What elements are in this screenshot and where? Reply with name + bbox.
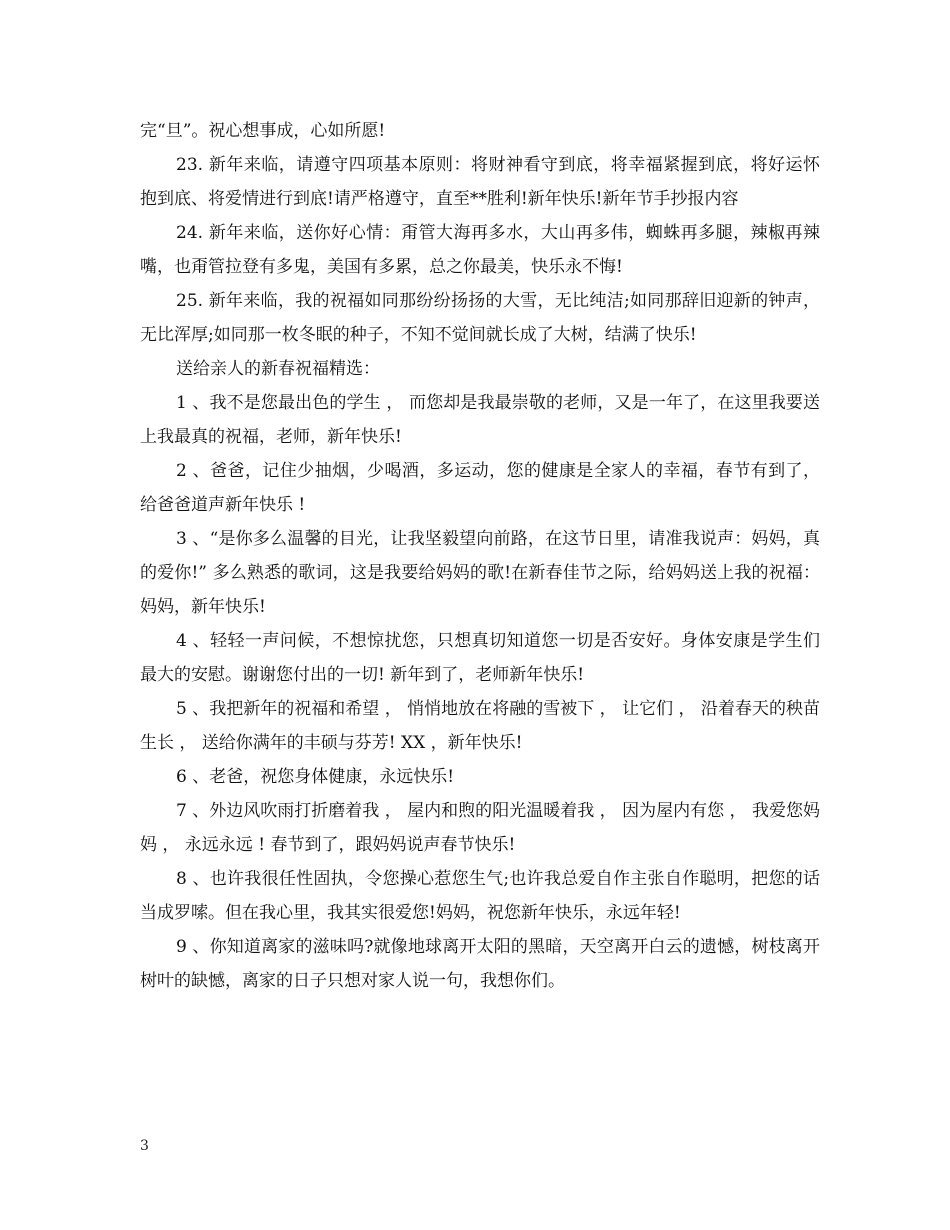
paragraph: 8 、也许我很任性固执，令您操心惹您生气;也许我总爱自作主张自作聪明，把您的话当成罗嗦。但在我心里，我其实很爱您!妈妈，祝您新年快乐，永远年轻! — [140, 869, 820, 923]
paragraph: 4 、轻轻一声问候，不想惊扰您，只想真切知道您一切是否安好。身体安康是学生们最大的安慰。谢谢您付出的一切! 新年到了，老师新年快乐! — [140, 631, 820, 685]
paragraph: 9 、你知道离家的滋味吗?就像地球离开太阳的黑暗，天空离开白云的遗憾，树枝离开树叶的缺憾，离家的日子只想对家人说一句，我想你们。 — [140, 937, 820, 991]
paragraph: 完“旦”。祝心想事成，心如所愿! — [140, 121, 386, 141]
paragraph: 6 、老爸，祝您身体健康，永远快乐! — [176, 767, 455, 787]
paragraph: 5 、我把新年的祝福和希望 ， 悄悄地放在将融的雪被下 ， 让它们 ， 沿着春天的秧苗生长 ， 送给你满年的丰硕与芬芳! XX ，新年快乐! — [140, 699, 820, 753]
page-number: 3 — [140, 1138, 149, 1154]
paragraph: 23. 新年来临，请遵守四项基本原则：将财神看守到底，将幸福紧握到底，将好运怀抱到底、将爱情进行到底!请严格遵守，直至**胜利!新年快乐!新年节手抄报内容 — [140, 155, 820, 209]
section-heading: 送给亲人的新春祝福精选： — [176, 359, 380, 379]
paragraph: 24. 新年来临，送你好心情：甭管大海再多水，大山再多伟，蜘蛛再多腿，辣椒再辣嘴，也甭管拉登有多鬼，美国有多累，总之你最美，快乐永不悔! — [140, 223, 820, 277]
document-body — [140, 114, 820, 998]
paragraph: 25. 新年来临，我的祝福如同那纷纷扬扬的大雪，无比纯洁;如同那辞旧迎新的钟声，无比浑厚;如同那一枚冬眠的种子，不知不觉间就长成了大树，结满了快乐! — [140, 291, 820, 345]
paragraph: 7 、外边风吹雨打折磨着我 ， 屋内和煦的阳光温暖着我 ， 因为屋内有您 ， 我爱您妈妈 ， 永远永远 ! 春节到了，跟妈妈说声春节快乐! — [140, 801, 820, 855]
paragraph: 2 、爸爸，记住少抽烟，少喝酒，多运动，您的健康是全家人的幸福，春节有到了，给爸爸道声新年快乐 ! — [140, 461, 820, 515]
paragraph: 3 、“是你多么温馨的目光，让我坚毅望向前路，在这节日里，请准我说声：妈妈，真的爱你!” 多么熟悉的歌词，这是我要给妈妈的歌!在新春佳节之际，给妈妈送上我的祝福：妈妈，新年快乐! — [140, 529, 820, 617]
paragraph: 1 、我不是您最出色的学生 ， 而您却是我最崇敬的老师，又是一年了，在这里我要送上我最真的祝福，老师，新年快乐! — [140, 393, 820, 447]
